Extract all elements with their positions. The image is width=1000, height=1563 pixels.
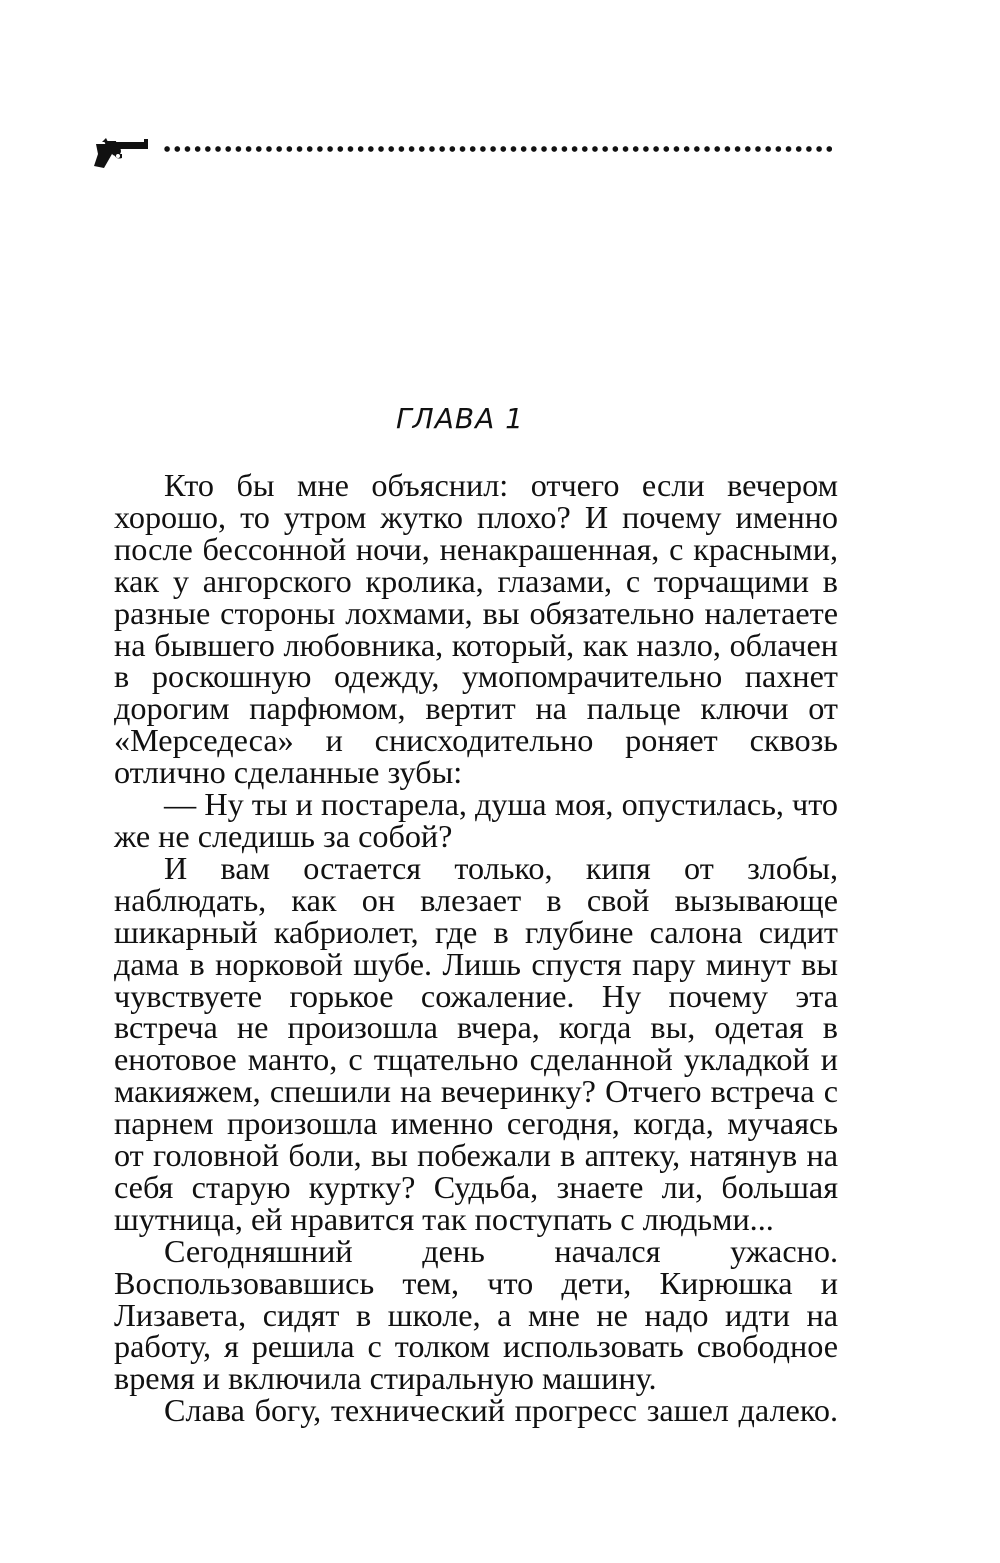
paragraph: И вам остается только, кипя от злобы, наблюдать, как он влезает в свой вызывающе шикарный кабриолет, где в глубине салона сидит дама в норковой шубе. Лишь спустя пару минут вы чувствуете горькое сожаление. Ну почему эта встреча не произошла вчера, когда вы, одетая в енотовое манто, с тщательно сделанной укладкой и макияжем, спешили на вечеринку? Отчего встреча с парнем произошла именно сегодня, когда, мучаясь от головной боли, вы побежали в аптеку, натянув на себя старую куртку? Судьба, знаете ли, большая шутница, ей нравится так поступать с людьми...	[114, 849, 838, 1237]
paragraph: Сегодняшний день начался ужасно. Воспользовавшись тем, что дети, Кирюшка и Лизавета, сидят в школе, а мне не надо идти на работу, я решила с толком использовать свободное время и включила стиральную машину.	[114, 1232, 838, 1397]
paragraph: — Ну ты и постарела, душа моя, опустилась, что же не следишь за собой?	[114, 786, 838, 854]
chapter-header-ornament	[92, 128, 842, 178]
paragraph: Слава богу, технический прогресс зашел далеко.	[164, 1392, 838, 1429]
revolver-icon	[92, 136, 150, 170]
chapter-body	[114, 467, 838, 1429]
chapter-title: ГЛАВА 1	[396, 402, 524, 435]
paragraph: Кто бы мне объяснил: отчего если вечером хорошо, то утром жутко плохо? И почему именно после бессонной ночи, ненакрашенная, с красными, как у ангорского кролика, глазами, с торчащими в разные стороны лохмами, вы обязательно налетаете на бывшего любовника, который, как назло, облачен в роскошную одежду, умопомрачительно пахнет дорогим парфюмом, вертит на пальце ключи от «Мерседеса» и снисходительно роняет сквозь отлично сделанные зубы:	[114, 467, 838, 791]
dotted-rule	[162, 145, 832, 153]
